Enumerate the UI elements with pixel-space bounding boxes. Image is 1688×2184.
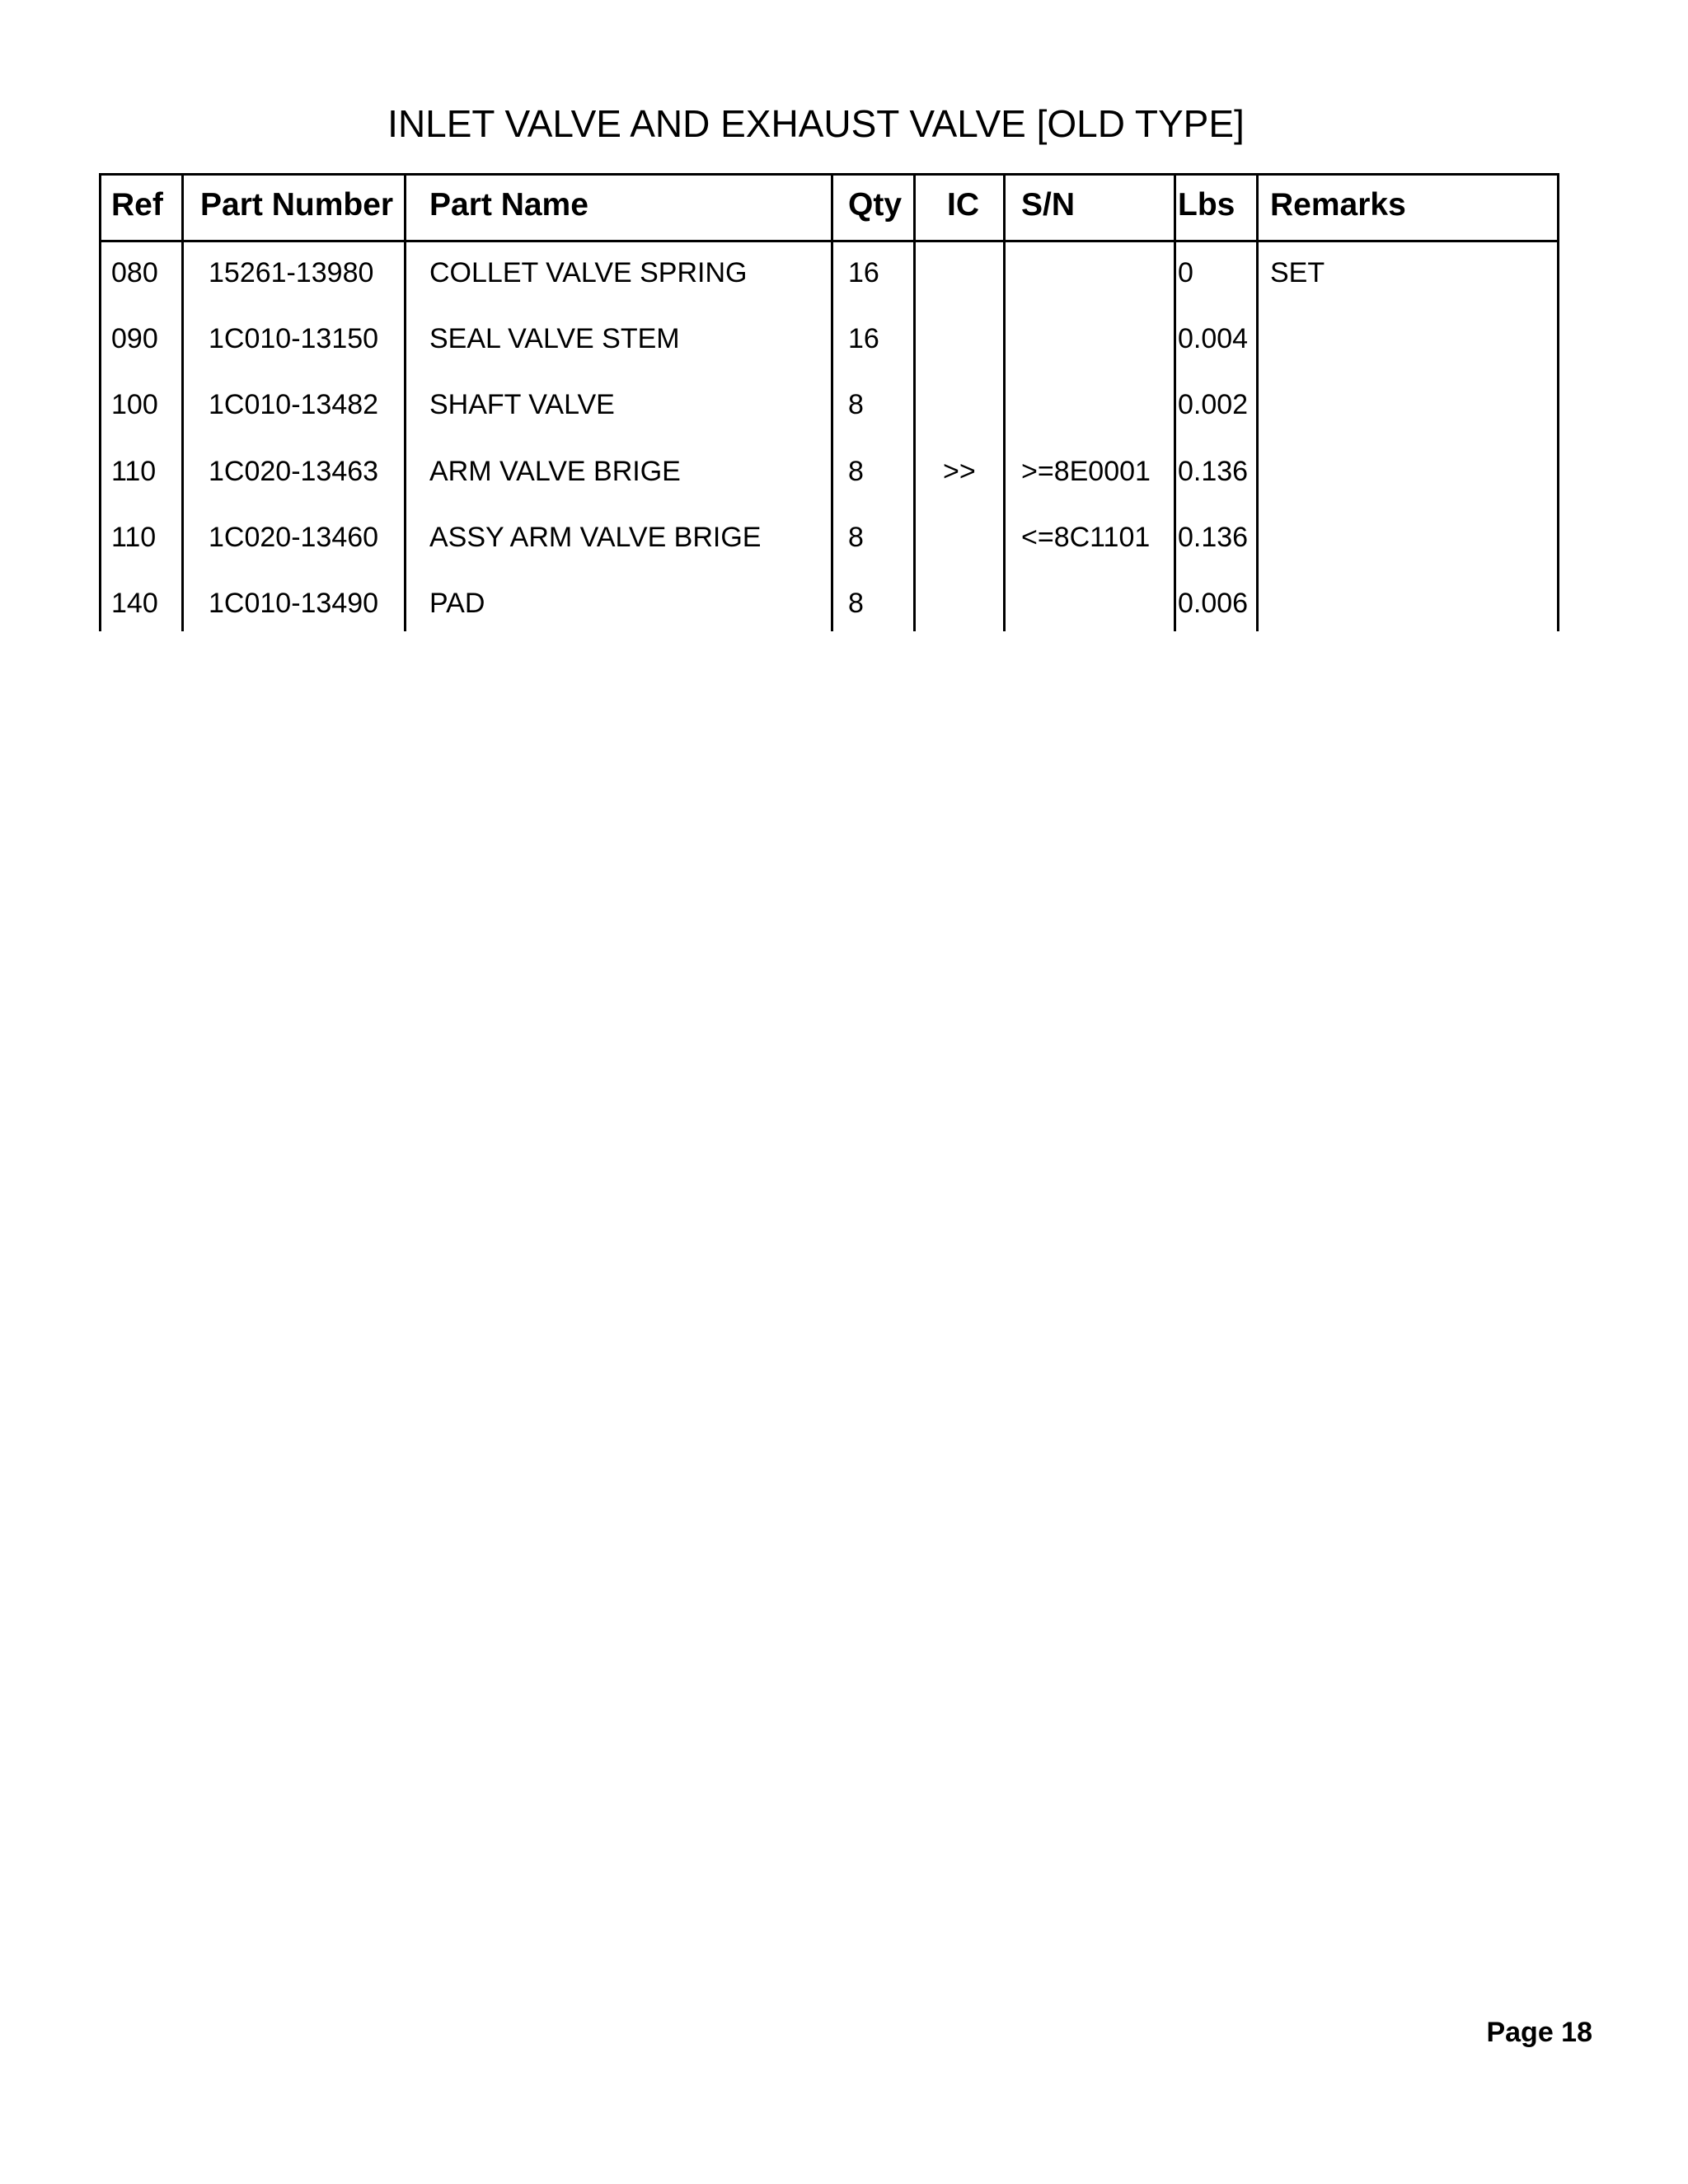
header-ref: Ref	[111, 187, 163, 223]
page-title: INLET VALVE AND EXHAUST VALVE [OLD TYPE]	[387, 102, 1245, 145]
cell-part-name: SHAFT VALVE	[429, 389, 615, 420]
cell-ref: 080	[111, 257, 158, 288]
column-divider	[1256, 176, 1259, 631]
cell-lbs: 0	[1178, 257, 1193, 288]
column-divider	[1174, 176, 1176, 631]
cell-ic: >>	[943, 456, 976, 487]
cell-part-number: 1C010-13150	[209, 323, 379, 354]
cell-qty: 8	[848, 588, 864, 619]
cell-part-number: 1C010-13490	[209, 588, 379, 619]
cell-ref: 090	[111, 323, 158, 354]
header-divider	[101, 240, 1557, 242]
column-divider	[913, 176, 916, 631]
cell-ref: 100	[111, 389, 158, 420]
cell-part-name: PAD	[429, 588, 485, 619]
cell-part-name: ASSY ARM VALVE BRIGE	[429, 522, 762, 553]
header-ic: IC	[947, 187, 979, 223]
column-divider	[404, 176, 406, 631]
cell-lbs: 0.136	[1178, 522, 1249, 553]
cell-part-name: COLLET VALVE SPRING	[429, 257, 748, 288]
cell-lbs: 0.002	[1178, 389, 1249, 420]
cell-ref: 110	[111, 522, 157, 553]
column-divider	[831, 176, 833, 631]
cell-part-number: 1C010-13482	[209, 389, 379, 420]
parts-table	[99, 173, 1559, 631]
cell-lbs: 0.136	[1178, 456, 1249, 487]
page-number: Page 18	[1486, 2017, 1592, 2048]
header-part-number: Part Number	[200, 187, 394, 223]
cell-part-name: SEAL VALVE STEM	[429, 323, 680, 354]
cell-ref: 110	[111, 456, 157, 487]
cell-qty: 8	[848, 522, 864, 553]
cell-ref: 140	[111, 588, 158, 619]
header-lbs: Lbs	[1178, 187, 1236, 223]
cell-qty: 8	[848, 456, 864, 487]
cell-sn: >=8E0001	[1021, 456, 1151, 487]
cell-lbs: 0.004	[1178, 323, 1249, 354]
cell-part-name: ARM VALVE BRIGE	[429, 456, 681, 487]
cell-qty: 16	[848, 323, 879, 354]
column-divider	[1003, 176, 1006, 631]
cell-sn: <=8C1101	[1021, 522, 1151, 553]
column-divider	[181, 176, 184, 631]
cell-part-number: 15261-13980	[209, 257, 374, 288]
cell-qty: 8	[848, 389, 864, 420]
header-sn: S/N	[1021, 187, 1076, 223]
cell-part-number: 1C020-13463	[209, 456, 379, 487]
cell-qty: 16	[848, 257, 879, 288]
header-part-name: Part Name	[429, 187, 588, 223]
header-qty: Qty	[848, 187, 903, 223]
cell-remarks: SET	[1270, 257, 1325, 288]
header-remarks: Remarks	[1270, 187, 1406, 223]
cell-lbs: 0.006	[1178, 588, 1249, 619]
cell-part-number: 1C020-13460	[209, 522, 379, 553]
